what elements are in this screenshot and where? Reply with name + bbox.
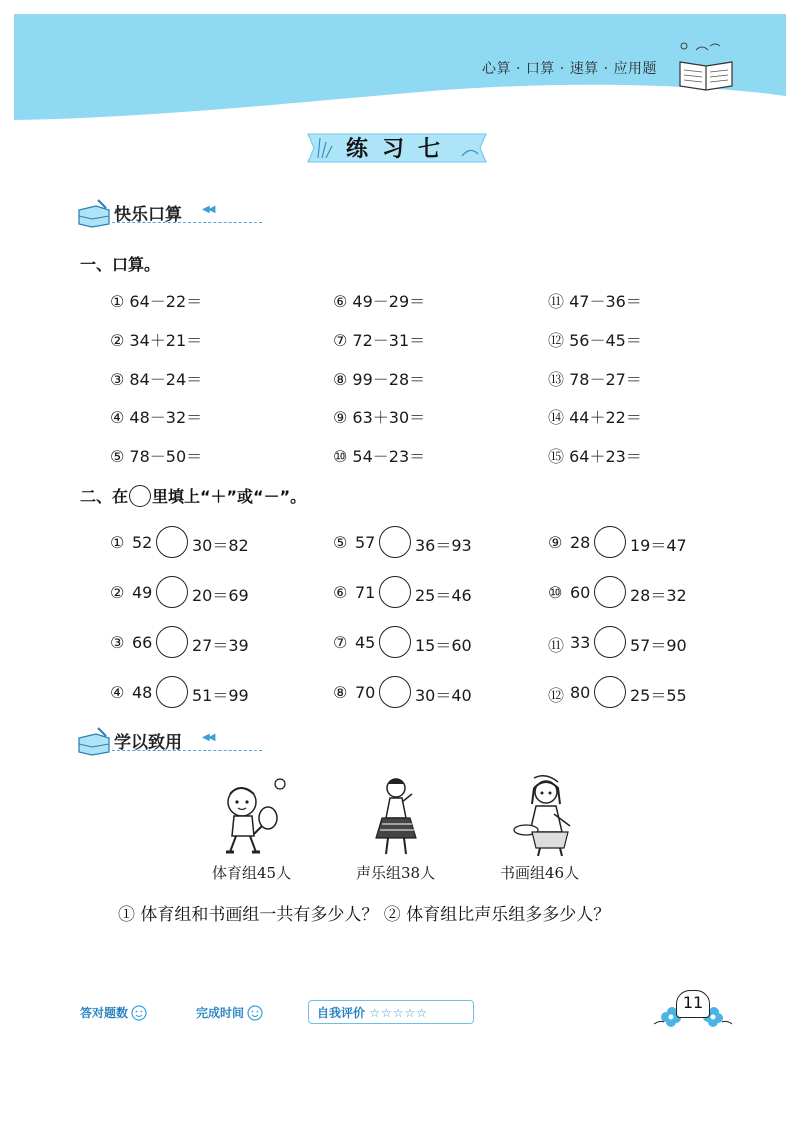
operand-b-result: 30＝40 <box>415 686 472 705</box>
answer-circle[interactable] <box>594 626 626 658</box>
q2-title-after: 里填上“＋”或“－”。 <box>152 487 307 506</box>
operand-a: 49 <box>132 583 153 602</box>
operand-b-result: 51＝99 <box>192 686 249 705</box>
double-arrow-icon: ◀◀ <box>202 204 214 215</box>
group-caption-painting: 书画组46人 <box>500 864 580 882</box>
operand-b-result: 20＝69 <box>192 586 249 605</box>
operand-a: 60 <box>570 583 591 602</box>
group-caption-sports: 体育组45人 <box>212 864 292 882</box>
calc-item: ① 64－22＝ <box>110 292 203 311</box>
operand-b-result: 36＝93 <box>415 536 472 555</box>
item-index: ⑥ <box>333 583 348 602</box>
operand-b-result: 28＝32 <box>630 586 687 605</box>
fill-item <box>548 576 768 610</box>
application-questions: ① 体育组和书画组一共有多少人？ ② 体育组比声乐组多多少人？ <box>118 905 611 925</box>
calc-item: ⑨ 63＋30＝ <box>333 408 426 427</box>
fill-item <box>110 576 330 610</box>
smiley-icon <box>131 1005 147 1021</box>
answer-circle[interactable] <box>379 626 411 658</box>
operand-b-result: 25＝46 <box>415 586 472 605</box>
answer-circle[interactable] <box>594 576 626 608</box>
operand-a: 80 <box>570 683 591 702</box>
item-index: ⑪ <box>548 636 565 655</box>
answer-circle[interactable] <box>156 576 188 608</box>
fill-item <box>333 526 553 560</box>
operand-a: 48 <box>132 683 153 702</box>
page-title: 练习七 <box>346 137 455 162</box>
calc-item: ② 34＋21＝ <box>110 331 203 350</box>
page-number: 11 <box>676 990 710 1018</box>
smiley-icon <box>247 1005 263 1021</box>
fill-item <box>333 676 553 710</box>
self-evaluation-box <box>308 1000 474 1024</box>
calc-item: ⑬ 78－27＝ <box>548 370 642 389</box>
fill-item <box>548 526 768 560</box>
answer-circle-sample <box>129 485 151 507</box>
calc-item: ③ 84－24＝ <box>110 370 203 389</box>
answered-label: 答对题数 <box>80 1006 129 1020</box>
fill-item <box>110 626 330 660</box>
section-apply-header <box>76 726 276 756</box>
item-index: ⑤ <box>333 533 348 552</box>
calc-item: ⑫ 56－45＝ <box>548 331 642 350</box>
answer-circle[interactable] <box>379 676 411 708</box>
calc-item: ⑤ 78－50＝ <box>110 447 203 466</box>
calc-item: ⑥ 49－29＝ <box>333 292 426 311</box>
calc-item: ⑭ 44＋22＝ <box>548 408 642 427</box>
operand-b-result: 15＝60 <box>415 636 472 655</box>
section-oral-header <box>76 198 276 228</box>
header-subject-line: 心算 · 口算 · 速算 · 应用题 <box>482 61 658 77</box>
item-index: ⑦ <box>333 633 348 652</box>
item-index: ⑧ <box>333 683 348 702</box>
fill-item <box>548 626 768 660</box>
section-underline <box>112 222 262 223</box>
calc-item: ⑧ 99－28＝ <box>333 370 426 389</box>
item-index: ② <box>110 583 125 602</box>
books-pencil-icon <box>76 726 112 756</box>
operand-a: 52 <box>132 533 153 552</box>
section-apply-label: 学以致用 <box>114 733 182 753</box>
answer-circle[interactable] <box>379 526 411 558</box>
operand-a: 70 <box>355 683 376 702</box>
painting-kid-illustration <box>510 774 580 858</box>
books-pencil-icon <box>76 198 112 228</box>
item-index: ⑫ <box>548 686 565 705</box>
operand-a: 66 <box>132 633 153 652</box>
operand-a: 45 <box>355 633 376 652</box>
item-index: ⑩ <box>548 583 563 602</box>
fill-item <box>333 626 553 660</box>
section-oral-label: 快乐口算 <box>114 205 182 225</box>
footer-time <box>196 1004 263 1021</box>
operand-b-result: 25＝55 <box>630 686 687 705</box>
operand-b-result: 27＝39 <box>192 636 249 655</box>
answer-circle[interactable] <box>379 576 411 608</box>
fill-item <box>333 576 553 610</box>
double-arrow-icon: ◀◀ <box>202 732 214 743</box>
answer-circle[interactable] <box>156 526 188 558</box>
evaluation-label: 自我评价 <box>317 1006 366 1020</box>
answer-circle[interactable] <box>156 676 188 708</box>
operand-a: 71 <box>355 583 376 602</box>
time-label: 完成时间 <box>196 1006 245 1020</box>
sports-kid-illustration <box>216 778 288 858</box>
q2-title <box>80 484 306 507</box>
fill-item <box>110 526 330 560</box>
operand-b-result: 19＝47 <box>630 536 687 555</box>
operand-a: 57 <box>355 533 376 552</box>
answer-circle[interactable] <box>594 526 626 558</box>
calc-item: ⑩ 54－23＝ <box>333 447 426 466</box>
item-index: ⑨ <box>548 533 563 552</box>
calc-item: ⑪ 47－36＝ <box>548 292 642 311</box>
operand-b-result: 57＝90 <box>630 636 687 655</box>
operand-a: 33 <box>570 633 591 652</box>
calc-item: ⑮ 64＋23＝ <box>548 447 642 466</box>
rating-stars[interactable]: ☆☆☆☆☆ <box>369 1006 428 1020</box>
item-index: ④ <box>110 683 125 702</box>
singing-kid-illustration <box>368 774 428 858</box>
q2-title-before: 二、在 <box>80 487 129 506</box>
operand-a: 28 <box>570 533 591 552</box>
group-caption-singing: 声乐组38人 <box>356 864 436 882</box>
q1-title: 一、口算。 <box>80 255 161 274</box>
section-underline <box>112 750 262 751</box>
item-index: ① <box>110 533 125 552</box>
calc-item: ④ 48－32＝ <box>110 408 203 427</box>
answer-circle[interactable] <box>594 676 626 708</box>
answer-circle[interactable] <box>156 626 188 658</box>
calc-item: ⑦ 72－31＝ <box>333 331 426 350</box>
footer-answered <box>80 1004 147 1021</box>
fill-item <box>110 676 330 710</box>
operand-b-result: 30＝82 <box>192 536 249 555</box>
fill-item <box>548 676 768 710</box>
open-book-icon <box>676 40 736 92</box>
item-index: ③ <box>110 633 125 652</box>
